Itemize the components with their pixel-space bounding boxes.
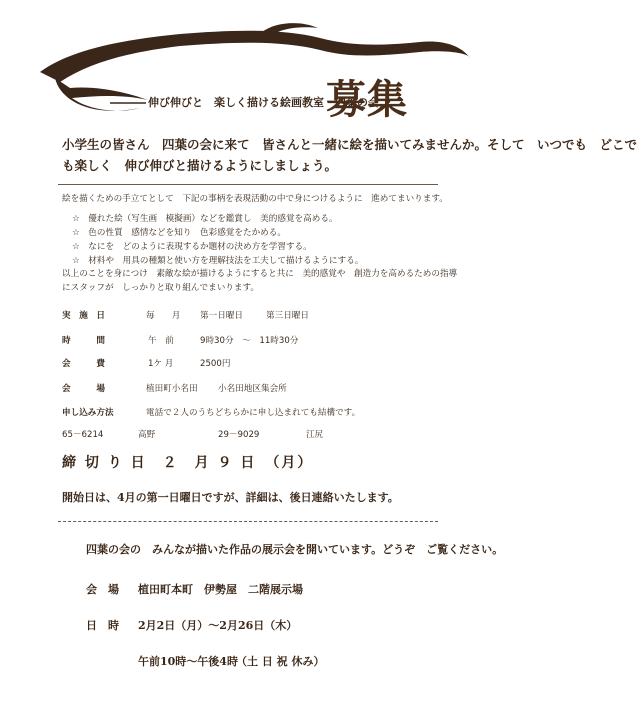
description-point: ☆ 材料や 用具の種類と使い方を理解技法を工夫して描けるようにする。 bbox=[72, 256, 364, 266]
contact-name-2: 江尻 bbox=[306, 430, 324, 440]
intro-line-1: 小学生の皆さん 四葉の会に来て 皆さんと一緒に絵を描いてみませんか。そして いつでも どこで bbox=[62, 137, 637, 152]
schedule-first-sunday: 第一日曜日 bbox=[200, 311, 243, 321]
description-closing-2: にスタッフが しっかりと取り組んでまいります。 bbox=[62, 283, 259, 293]
start-date-note: 開始日は、4月の第一日曜日ですが、詳細は、後日連絡いたします。 bbox=[62, 491, 399, 504]
apply-text: 電話で２人のうちどちらかに申し込まれても結構です。 bbox=[146, 408, 361, 418]
description-point: ☆ 色の性質 感情などを知り 色彩感覚をたかめる。 bbox=[72, 228, 286, 238]
contact-phone-2: 29－9029 bbox=[218, 430, 260, 440]
fee-label: 会 費 bbox=[62, 359, 105, 369]
schedule-monthly: 毎 月 bbox=[146, 311, 181, 321]
schedule-label: 実 施 日 bbox=[62, 311, 105, 321]
venue-label: 会 場 bbox=[62, 384, 105, 394]
description-lead: 絵を描くための手立てとして 下記の事柄を表現活動の中で身につけるように 進めてまいります。 bbox=[62, 194, 448, 204]
contact-phone-1: 65－6214 bbox=[62, 430, 104, 440]
banner-subtitle: 伸び伸びと 楽しく描ける絵画教室 四葉の会 bbox=[148, 96, 379, 109]
description-closing-1: 以上のことを身につけ 素敵な絵が描けるようにすると共に 美的感覚や 創造力を高めるための指導 bbox=[62, 269, 458, 279]
fee-period: 1ケ 月 bbox=[148, 359, 174, 369]
exhibition-dates: 2月2日（月）～2月26日（木） bbox=[138, 619, 298, 632]
application-deadline: 締 切 り 日 ２ 月 ９ 日 （月） bbox=[62, 455, 314, 471]
recruitment-headline: 募集 bbox=[326, 77, 408, 123]
time-range: 9時30分 ～ 11時30分 bbox=[200, 336, 299, 346]
schedule-third-sunday: 第三日曜日 bbox=[266, 311, 309, 321]
description-point: ☆ 優れた絵（写生画 模擬画）などを鑑賞し 美的感覚を高める。 bbox=[72, 214, 338, 224]
venue-area: 植田町小名田 bbox=[146, 384, 198, 394]
intro-line-2: も楽しく 伸び伸びと描けるようにしましょう。 bbox=[62, 158, 338, 173]
fee-amount: 2500円 bbox=[200, 359, 231, 369]
brush-banner-graphic bbox=[0, 0, 500, 130]
section-divider-bottom bbox=[58, 521, 438, 522]
exhibition-date-label: 日 時 bbox=[86, 619, 119, 632]
apply-label: 申し込み方法 bbox=[62, 408, 114, 418]
exhibition-intro: 四葉の会の みんなが描いた作品の展示会を開いています。どうぞ ご覧ください。 bbox=[86, 543, 504, 556]
time-am: 午 前 bbox=[148, 336, 174, 346]
time-label: 時 間 bbox=[62, 336, 105, 346]
section-divider-top bbox=[58, 184, 438, 185]
exhibition-hours: 午前10時～午後4時 bbox=[138, 655, 238, 668]
exhibition-venue: 植田町本町 伊勢屋 二階展示場 bbox=[138, 583, 303, 596]
contact-name-1: 高野 bbox=[138, 430, 156, 440]
description-point: ☆ なにを どのように表現するか題材の決め方を学習する。 bbox=[72, 242, 312, 252]
exhibition-closed-days: （土 日 祝 休み） bbox=[236, 655, 325, 668]
venue-hall: 小名田地区集会所 bbox=[218, 384, 287, 394]
brush-stroke-swoosh bbox=[55, 78, 148, 111]
exhibition-venue-label: 会 場 bbox=[86, 583, 119, 596]
